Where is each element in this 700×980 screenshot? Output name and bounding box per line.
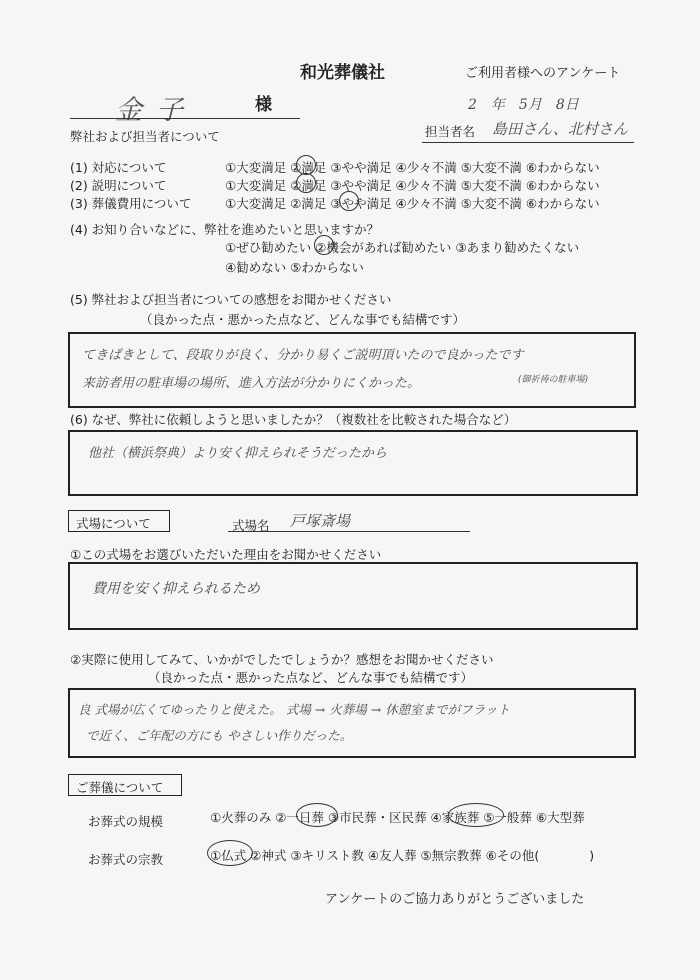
funeral-religion-label: お葬式の宗教 [88, 852, 164, 867]
venue-name-handwritten: 戸塚斎場 [290, 512, 351, 530]
question-4-options-line2: ④勧めない ⑤わからない [225, 260, 364, 275]
question-6-label: (6) なぜ、弊社に依頼しようと思いましたか？（複数社を比較された場合など） [70, 412, 517, 427]
selection-circle-scale-kazoku [448, 803, 504, 827]
funeral-section-label: ご葬儀について [76, 780, 164, 795]
venue-q2-answer-line2: で近く、ご年配の方にも やさしい作りだった。 [86, 728, 353, 743]
venue-q1-answer: 費用を安く抑えられるため [92, 581, 260, 597]
question-6-answer: 他社（横浜祭典）より安く抑えられそうだったから [88, 446, 388, 461]
staff-name-handwritten: 島田さん、北村さん [492, 120, 628, 138]
customer-name-handwritten: 金子 [115, 95, 197, 126]
question-1-label: (1) 対応について [70, 160, 167, 175]
section-label-company: 弊社および担当者について [70, 129, 220, 144]
venue-q1-label: ①この式場をお選びいただいた理由をお聞かせください [70, 547, 382, 562]
venue-name-underline [228, 531, 470, 532]
selection-circle-q3 [339, 191, 359, 211]
question-5-answer-note: (御祈祷の駐車場) [518, 375, 589, 385]
funeral-scale-label: お葬式の規模 [88, 814, 164, 829]
funeral-religion-options: ①仏式 ②神式 ③キリスト教 ④友人葬 ⑤無宗教葬 ⑥その他( ) [210, 848, 595, 863]
question-2-options: ①大変満足 ②満足 ③やや満足 ④少々不満 ⑤大変不満 ⑥わからない [225, 178, 600, 193]
staff-label: 担当者名 [425, 124, 476, 139]
selection-circle-q1 [296, 155, 316, 175]
survey-title: ご利用者様へのアンケート [465, 66, 621, 81]
question-2-label: (2) 説明について [70, 178, 167, 193]
question-5-sub: （良かった点・悪かった点など、どんな事でも結構です） [140, 312, 466, 327]
selection-circle-q4 [314, 235, 334, 255]
staff-underline [422, 142, 634, 143]
selection-circle-religion [207, 840, 253, 866]
question-4-options-line1: ①ぜひ勧めたい ②機会があれば勧めたい ③あまり勧めたくない [225, 240, 580, 255]
question-5-answer-line2: 来訪者用の駐車場の場所、進入方法が分かりにくかった。 [82, 376, 421, 391]
venue-q2-answer-box [68, 688, 636, 758]
question-3-label: (3) 葬儀費用について [70, 196, 192, 211]
sama-label: 様 [255, 95, 272, 115]
question-3-options: ①大変満足 ②満足 ③やや満足 ④少々不満 ⑤大変不満 ⑥わからない [225, 196, 600, 211]
venue-name-label: 式場名 [232, 518, 270, 533]
customer-name-underline [70, 118, 300, 119]
question-5-label: (5) 弊社および担当者についての感想をお聞かせください [70, 292, 392, 307]
company-name: 和光葬儀社 [300, 63, 385, 83]
venue-q2-sub: （良かった点・悪かった点など、どんな事でも結構です） [148, 670, 474, 685]
footer-thanks: アンケートのご協力ありがとうございました [325, 892, 585, 907]
venue-q2-label: ②実際に使用してみて、いかがでしたでしょうか？感想をお聞かせください [70, 652, 494, 667]
selection-circle-q2 [296, 173, 316, 193]
question-5-answer-line1: てきぱきとして、段取りが良く、分かり易くご説明頂いたので良かったです [82, 348, 524, 363]
venue-section-label: 式場について [76, 516, 151, 531]
venue-q2-answer-line1: 良 式場が広くてゆったりと使えた。 式場 → 火葬場 → 休憩室までがフラット [78, 702, 510, 717]
question-6-answer-box [68, 430, 638, 496]
question-4-label: (4) お知り合いなどに、弊社を進めたいと思いますか？ [70, 222, 380, 237]
date-handwritten: 2 年 5月 8日 [468, 97, 579, 113]
funeral-scale-options: ①火葬のみ ②一日葬 ③市民葬・区民葬 ④家族葬 ⑤一般葬 ⑥大型葬 [210, 810, 585, 825]
selection-circle-scale-ichinichi [296, 803, 338, 827]
question-1-options: ①大変満足 ②満足 ③やや満足 ④少々不満 ⑤大変不満 ⑥わからない [225, 160, 600, 175]
